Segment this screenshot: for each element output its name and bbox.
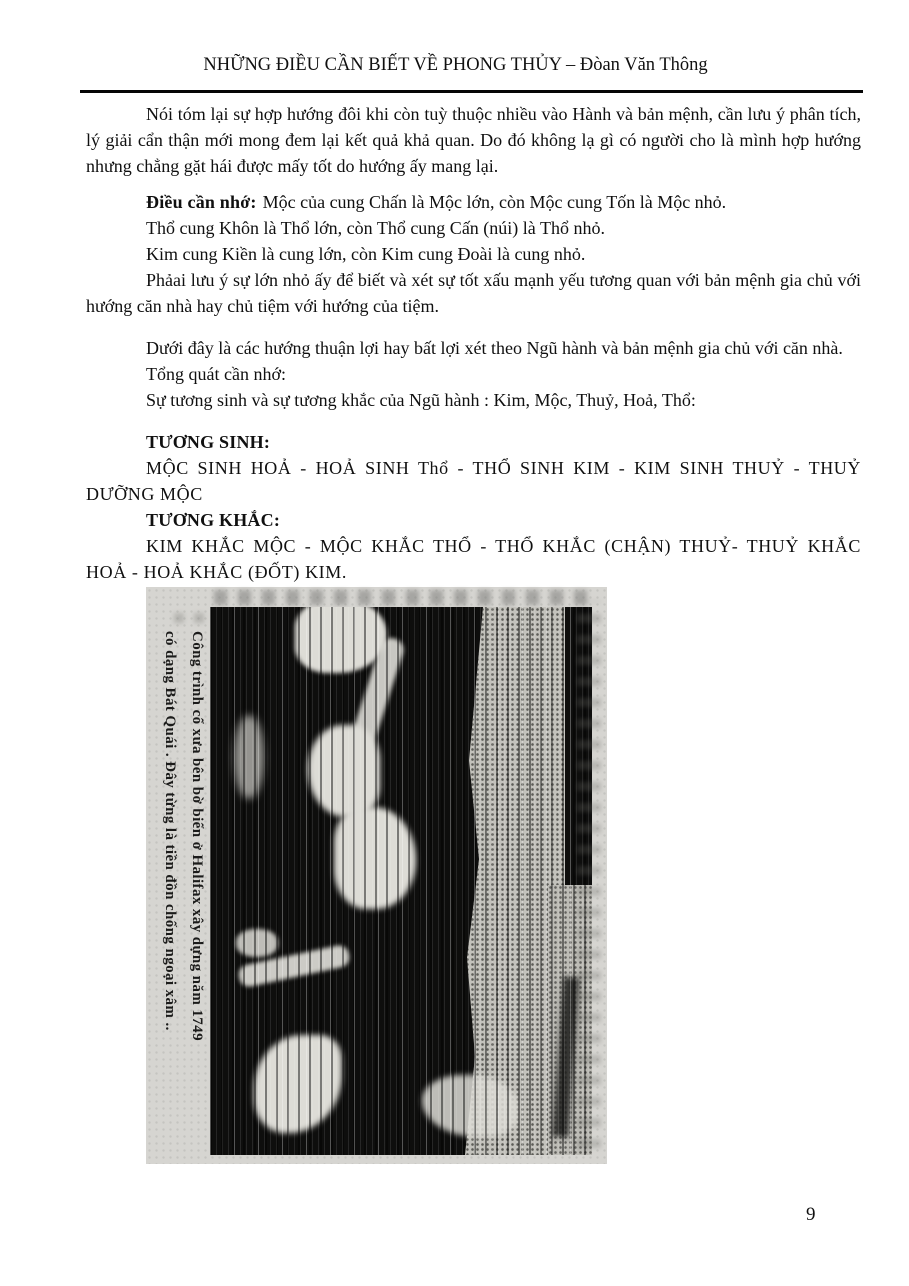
ghost-text-smudge	[214, 590, 593, 605]
heading-tuong-khac: TƯƠNG KHẮC:	[146, 510, 281, 530]
caption-line-2: có dạng Bát Quái . Đây từng là tiền đồn chống ngoại xâm ..	[162, 631, 178, 1031]
photo-highlight-diagonal	[337, 635, 406, 785]
newspaper-photo-figure	[146, 587, 607, 1164]
paragraph-duoi: Dưới đây là các hướng thuận lợi hay bất lợi xét theo Ngũ hành và bản mệnh gia chủ với căn nhà.	[146, 338, 843, 358]
photo-dark-wisp	[552, 977, 579, 1138]
paragraph-tong-quat: Tổng quát cần nhớ:	[146, 364, 286, 384]
photo-highlight-bottom-left	[254, 1035, 342, 1133]
paragraph-khac-chain: KIM KHẮC MỘC - MỘC KHẮC THỔ - THỔ KHẮC (CHẬN) THUỶ- THUỶ KHẮC HOẢ - HOẢ KHẮC (ĐỐT) KIM.	[86, 536, 861, 582]
paragraph-tuong-sinh-khac: Sự tương sinh và sự tương khắc của Ngũ hành : Kim, Mộc, Thuỷ, Hoả, Thổ:	[146, 390, 696, 410]
paragraph-intro: Nói tóm lại sự hợp hướng đôi khi còn tuỳ thuộc nhiều vào Hành và bản mệnh, cần lưu ý phân tích, lý giải cẩn thận mới mong đem lại kết quả khả quan. Do đó không lạ gì có người cho là mình hợp hướng nhưng chẳng gặt hái được mấy tốt do hướng ấy mang lại.	[86, 104, 861, 176]
photo-highlight-center-low	[334, 807, 416, 909]
caption-line-1: Công trình cổ xưa bên bờ biển ở Halifax xây dựng năm 1749	[189, 631, 205, 1041]
page-number: 9	[806, 1204, 816, 1225]
paragraph-sinh-chain: MỘC SINH HOẢ - HOẢ SINH Thổ - THỔ SINH KIM - KIM SINH THUỶ - THUỶ DƯỠNG MỘC	[86, 458, 861, 504]
paragraph-tho: Thổ cung Khôn là Thổ lớn, còn Thổ cung Cấn (núi) là Thổ nhỏ.	[146, 218, 605, 238]
note-text: Mộc của cung Chấn là Mộc lớn, còn Mộc cung Tốn là Mộc nhỏ.	[262, 192, 727, 212]
photo-highlight-cannon	[237, 944, 351, 989]
photo-texture-bottom-right	[548, 885, 592, 1155]
paragraph-kim: Kim cung Kiền là cung lớn, còn Kim cung Đoài là cung nhỏ.	[146, 244, 586, 264]
photo-texture-right	[465, 607, 565, 1155]
header-rule	[80, 90, 863, 93]
note-label: Điều cần nhớ:	[146, 192, 257, 212]
paragraph-note	[86, 189, 861, 215]
photo-highlight-sky	[295, 607, 387, 673]
paragraph-phai: Phảai lưu ý sự lớn nhỏ ấy để biết và xét sự tốt xấu mạnh yếu tương quan với bản mệnh gia chủ với hướng căn nhà hay chủ tiệm với hướng của tiệm.	[86, 270, 861, 316]
photo-highlight-bottom-center	[422, 1075, 518, 1137]
photo-highlight-center	[308, 725, 380, 817]
photo-image	[210, 607, 592, 1155]
page-header: NHỮNG ĐIỀU CẦN BIẾT VỀ PHONG THỦY – Đòan Văn Thông	[203, 55, 708, 75]
figure-caption	[152, 631, 210, 1136]
photo-highlight-knob	[236, 929, 278, 957]
photo-highlight-left	[234, 715, 264, 799]
heading-tuong-sinh: TƯƠNG SINH:	[146, 432, 271, 452]
